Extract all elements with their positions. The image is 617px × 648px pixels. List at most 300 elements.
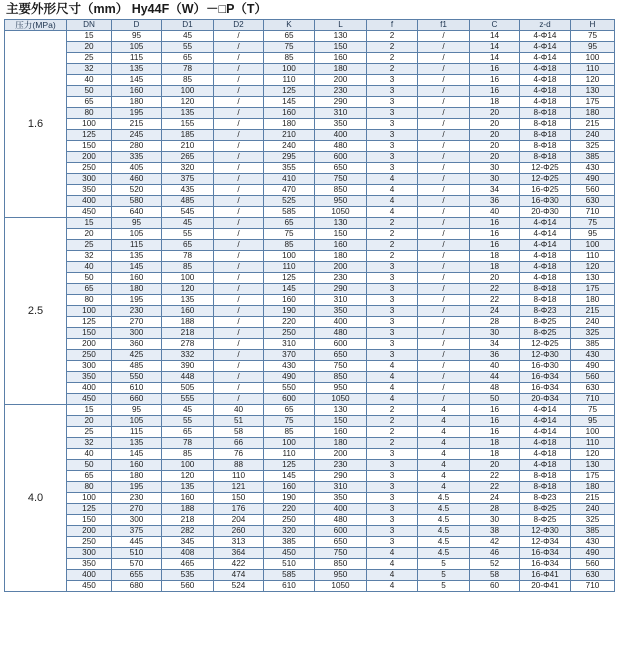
table-cell: 405 bbox=[112, 163, 162, 174]
table-cell: 710 bbox=[571, 394, 615, 405]
table-cell: 410 bbox=[264, 174, 315, 185]
table-cell: 4 bbox=[418, 471, 470, 482]
table-cell: 230 bbox=[315, 273, 367, 284]
table-cell: 400 bbox=[315, 317, 367, 328]
table-cell: 430 bbox=[571, 537, 615, 548]
table-cell: 18 bbox=[470, 251, 520, 262]
table-row bbox=[5, 537, 615, 548]
table-cell: / bbox=[214, 306, 264, 317]
table-cell: / bbox=[418, 383, 470, 394]
table-cell: / bbox=[418, 141, 470, 152]
table-cell: / bbox=[214, 240, 264, 251]
table-cell: 65 bbox=[162, 53, 214, 64]
table-cell: 100 bbox=[264, 251, 315, 262]
table-cell: 75 bbox=[264, 229, 315, 240]
table-cell: 460 bbox=[112, 174, 162, 185]
table-cell: 295 bbox=[264, 152, 315, 163]
table-cell: / bbox=[214, 295, 264, 306]
table-cell: 350 bbox=[315, 119, 367, 130]
table-cell: 3 bbox=[367, 284, 418, 295]
table-cell: 422 bbox=[214, 559, 264, 570]
table-cell: 95 bbox=[112, 31, 162, 42]
table-row bbox=[5, 229, 615, 240]
table-cell: 4 bbox=[367, 196, 418, 207]
table-cell: 490 bbox=[571, 361, 615, 372]
table-row bbox=[5, 174, 615, 185]
table-cell: 850 bbox=[315, 372, 367, 383]
table-cell: 200 bbox=[67, 152, 112, 163]
table-cell: 150 bbox=[315, 416, 367, 427]
table-cell: 260 bbox=[214, 526, 264, 537]
table-cell: 4 bbox=[367, 570, 418, 581]
table-cell: 32 bbox=[67, 251, 112, 262]
table-cell: 3 bbox=[367, 306, 418, 317]
table-cell: 180 bbox=[315, 64, 367, 75]
table-row bbox=[5, 163, 615, 174]
table-cell: 290 bbox=[315, 97, 367, 108]
table-cell: / bbox=[214, 361, 264, 372]
table-cell: 230 bbox=[112, 306, 162, 317]
table-row bbox=[5, 218, 615, 229]
table-cell: 282 bbox=[162, 526, 214, 537]
table-cell: 750 bbox=[315, 361, 367, 372]
table-cell: 505 bbox=[162, 383, 214, 394]
table-cell: 650 bbox=[315, 350, 367, 361]
column-header-zd: z-d bbox=[520, 20, 571, 31]
table-cell: 12-Φ34 bbox=[520, 537, 571, 548]
table-cell: 160 bbox=[112, 273, 162, 284]
table-row bbox=[5, 570, 615, 581]
table-cell: 3 bbox=[367, 537, 418, 548]
table-cell: 1050 bbox=[315, 394, 367, 405]
table-cell: 110 bbox=[571, 251, 615, 262]
table-cell: 630 bbox=[571, 196, 615, 207]
table-cell: 400 bbox=[67, 196, 112, 207]
table-cell: 450 bbox=[264, 548, 315, 559]
table-cell: 135 bbox=[112, 64, 162, 75]
table-cell: 65 bbox=[162, 427, 214, 438]
table-cell: 130 bbox=[571, 460, 615, 471]
table-cell: 3 bbox=[367, 152, 418, 163]
table-cell: 4-Φ14 bbox=[520, 427, 571, 438]
table-cell: / bbox=[214, 97, 264, 108]
table-cell: / bbox=[214, 262, 264, 273]
table-cell: 22 bbox=[470, 471, 520, 482]
table-cell: / bbox=[214, 108, 264, 119]
table-cell: 535 bbox=[162, 570, 214, 581]
table-cell: 18 bbox=[470, 449, 520, 460]
table-cell: 4-Φ14 bbox=[520, 405, 571, 416]
table-cell: 4-Φ18 bbox=[520, 262, 571, 273]
table-row bbox=[5, 130, 615, 141]
table-cell: 600 bbox=[315, 152, 367, 163]
table-cell: / bbox=[418, 273, 470, 284]
table-cell: 160 bbox=[112, 460, 162, 471]
table-cell: 120 bbox=[571, 262, 615, 273]
table-cell: 25 bbox=[67, 240, 112, 251]
table-cell: 4-Φ18 bbox=[520, 75, 571, 86]
table-cell: 320 bbox=[162, 163, 214, 174]
table-row bbox=[5, 460, 615, 471]
table-cell: 120 bbox=[162, 284, 214, 295]
table-cell: / bbox=[214, 64, 264, 75]
table-row bbox=[5, 295, 615, 306]
table-cell: 65 bbox=[264, 31, 315, 42]
table-cell: 3 bbox=[367, 471, 418, 482]
table-cell: 145 bbox=[264, 97, 315, 108]
table-cell: 40 bbox=[67, 75, 112, 86]
table-row bbox=[5, 405, 615, 416]
table-cell: 16 bbox=[470, 64, 520, 75]
table-cell: 125 bbox=[264, 86, 315, 97]
table-cell: 38 bbox=[470, 526, 520, 537]
table-cell: 3 bbox=[367, 141, 418, 152]
table-cell: 60 bbox=[470, 581, 520, 592]
table-cell: 2 bbox=[367, 53, 418, 64]
table-cell: 135 bbox=[162, 482, 214, 493]
table-cell: 36 bbox=[470, 350, 520, 361]
table-cell: 4-Φ18 bbox=[520, 97, 571, 108]
table-row bbox=[5, 559, 615, 570]
table-cell: 95 bbox=[571, 229, 615, 240]
table-cell: 40 bbox=[67, 262, 112, 273]
table-cell: 160 bbox=[162, 493, 214, 504]
table-cell: 130 bbox=[571, 273, 615, 284]
table-cell: 16-Φ34 bbox=[520, 372, 571, 383]
table-cell: 175 bbox=[571, 284, 615, 295]
table-cell: 48 bbox=[470, 383, 520, 394]
table-cell: / bbox=[418, 196, 470, 207]
table-cell: 220 bbox=[264, 317, 315, 328]
table-cell: 3 bbox=[367, 482, 418, 493]
table-cell: 200 bbox=[315, 75, 367, 86]
table-cell: 175 bbox=[571, 97, 615, 108]
table-cell: 640 bbox=[112, 207, 162, 218]
table-row bbox=[5, 42, 615, 53]
table-cell: 408 bbox=[162, 548, 214, 559]
table-cell: 210 bbox=[162, 141, 214, 152]
table-row bbox=[5, 31, 615, 42]
table-cell: 290 bbox=[315, 471, 367, 482]
table-cell: 4 bbox=[367, 372, 418, 383]
table-cell: 16-Φ25 bbox=[520, 185, 571, 196]
table-cell: 58 bbox=[214, 427, 264, 438]
table-cell: / bbox=[214, 75, 264, 86]
table-cell: 22 bbox=[470, 295, 520, 306]
table-row bbox=[5, 196, 615, 207]
table-cell: 680 bbox=[112, 581, 162, 592]
table-cell: 950 bbox=[315, 570, 367, 581]
table-cell: 100 bbox=[162, 86, 214, 97]
table-cell: 95 bbox=[571, 42, 615, 53]
table-cell: 44 bbox=[470, 372, 520, 383]
table-cell: 190 bbox=[264, 306, 315, 317]
table-cell: 375 bbox=[162, 174, 214, 185]
table-cell: 350 bbox=[315, 306, 367, 317]
table-cell: 300 bbox=[67, 548, 112, 559]
table-cell: / bbox=[418, 361, 470, 372]
table-cell: 160 bbox=[264, 295, 315, 306]
column-header-d1: D1 bbox=[162, 20, 214, 31]
table-cell: 2 bbox=[367, 251, 418, 262]
table-cell: 20 bbox=[470, 108, 520, 119]
table-cell: 180 bbox=[571, 482, 615, 493]
table-cell: 185 bbox=[162, 130, 214, 141]
table-cell: / bbox=[214, 86, 264, 97]
table-cell: 400 bbox=[67, 383, 112, 394]
table-cell: 1050 bbox=[315, 581, 367, 592]
table-cell: 300 bbox=[112, 515, 162, 526]
table-cell: 445 bbox=[112, 537, 162, 548]
table-cell: 40 bbox=[214, 405, 264, 416]
table-cell: 250 bbox=[67, 537, 112, 548]
table-cell: 310 bbox=[315, 482, 367, 493]
table-cell: 360 bbox=[112, 339, 162, 350]
table-cell: 474 bbox=[214, 570, 264, 581]
table-cell: 448 bbox=[162, 372, 214, 383]
table-cell: 16 bbox=[470, 416, 520, 427]
table-cell: 145 bbox=[264, 471, 315, 482]
table-cell: 4 bbox=[367, 394, 418, 405]
table-cell: 425 bbox=[112, 350, 162, 361]
table-cell: 105 bbox=[112, 229, 162, 240]
table-cell: 8-Φ25 bbox=[520, 504, 571, 515]
table-cell: 51 bbox=[214, 416, 264, 427]
table-cell: / bbox=[418, 262, 470, 273]
table-cell: 14 bbox=[470, 42, 520, 53]
table-row bbox=[5, 361, 615, 372]
table-cell: / bbox=[214, 350, 264, 361]
table-cell: 160 bbox=[112, 86, 162, 97]
table-cell: 490 bbox=[571, 548, 615, 559]
column-header-l: L bbox=[315, 20, 367, 31]
table-cell: 12-Φ25 bbox=[520, 339, 571, 350]
table-cell: 4-Φ14 bbox=[520, 42, 571, 53]
table-cell: 36 bbox=[470, 196, 520, 207]
table-cell: 16-Φ41 bbox=[520, 570, 571, 581]
table-cell: 12-Φ30 bbox=[520, 350, 571, 361]
table-cell: 4 bbox=[367, 174, 418, 185]
table-cell: 16 bbox=[470, 240, 520, 251]
table-cell: / bbox=[214, 119, 264, 130]
table-cell: 525 bbox=[264, 196, 315, 207]
table-cell: 3 bbox=[367, 328, 418, 339]
table-cell: 65 bbox=[67, 97, 112, 108]
table-cell: 78 bbox=[162, 64, 214, 75]
table-cell: 4.5 bbox=[418, 515, 470, 526]
table-cell: 180 bbox=[112, 97, 162, 108]
table-cell: 15 bbox=[67, 31, 112, 42]
table-cell: 16 bbox=[470, 405, 520, 416]
table-cell: / bbox=[214, 141, 264, 152]
table-cell: 75 bbox=[571, 218, 615, 229]
table-cell: 524 bbox=[214, 581, 264, 592]
table-cell: 345 bbox=[162, 537, 214, 548]
table-cell: 8-Φ23 bbox=[520, 493, 571, 504]
table-cell: 230 bbox=[315, 86, 367, 97]
table-cell: / bbox=[418, 207, 470, 218]
table-cell: 4 bbox=[418, 449, 470, 460]
table-cell: 4 bbox=[418, 438, 470, 449]
table-cell: 650 bbox=[315, 537, 367, 548]
table-cell: 145 bbox=[264, 284, 315, 295]
table-row bbox=[5, 97, 615, 108]
table-cell: 240 bbox=[571, 504, 615, 515]
table-cell: 3 bbox=[367, 350, 418, 361]
table-cell: 30 bbox=[470, 163, 520, 174]
table-cell: 375 bbox=[112, 526, 162, 537]
table-cell: 85 bbox=[264, 53, 315, 64]
page-title: 主要外形尺寸（mm） Hy44F（W）－□P（T） bbox=[6, 2, 268, 16]
table-cell: 585 bbox=[264, 570, 315, 581]
table-cell: 16-Φ30 bbox=[520, 361, 571, 372]
table-cell: / bbox=[418, 163, 470, 174]
table-cell: 710 bbox=[571, 581, 615, 592]
table-cell: 750 bbox=[315, 548, 367, 559]
table-cell: 265 bbox=[162, 152, 214, 163]
table-cell: 215 bbox=[571, 306, 615, 317]
table-row bbox=[5, 284, 615, 295]
table-cell: 4 bbox=[367, 361, 418, 372]
table-cell: 3 bbox=[367, 262, 418, 273]
table-cell: 200 bbox=[67, 526, 112, 537]
table-cell: 100 bbox=[264, 438, 315, 449]
table-row bbox=[5, 526, 615, 537]
table-row bbox=[5, 317, 615, 328]
table-cell: 100 bbox=[67, 493, 112, 504]
table-cell: 16 bbox=[470, 86, 520, 97]
table-cell: 150 bbox=[67, 141, 112, 152]
table-cell: 8-Φ18 bbox=[520, 108, 571, 119]
table-cell: 2 bbox=[367, 416, 418, 427]
table-cell: 430 bbox=[571, 350, 615, 361]
table-cell: 400 bbox=[315, 130, 367, 141]
table-cell: 3 bbox=[367, 130, 418, 141]
table-cell: 120 bbox=[162, 471, 214, 482]
table-row bbox=[5, 108, 615, 119]
table-cell: 290 bbox=[315, 284, 367, 295]
table-cell: 4 bbox=[367, 185, 418, 196]
table-cell: 8-Φ18 bbox=[520, 284, 571, 295]
table-cell: 3 bbox=[367, 515, 418, 526]
table-cell: 215 bbox=[112, 119, 162, 130]
table-cell: 145 bbox=[112, 449, 162, 460]
table-cell: 150 bbox=[315, 229, 367, 240]
table-row bbox=[5, 493, 615, 504]
table-cell: / bbox=[418, 108, 470, 119]
table-cell: 5 bbox=[418, 581, 470, 592]
table-cell: / bbox=[214, 185, 264, 196]
table-cell: 4 bbox=[418, 405, 470, 416]
table-cell: 85 bbox=[264, 240, 315, 251]
column-header-d2: D2 bbox=[214, 20, 264, 31]
table-cell: / bbox=[214, 284, 264, 295]
table-cell: 4.5 bbox=[418, 504, 470, 515]
table-cell: 300 bbox=[112, 328, 162, 339]
table-cell: 45 bbox=[162, 218, 214, 229]
table-cell: 4-Φ14 bbox=[520, 416, 571, 427]
column-header-f: f bbox=[367, 20, 418, 31]
table-cell: 2 bbox=[367, 218, 418, 229]
table-cell: 15 bbox=[67, 218, 112, 229]
table-cell: 385 bbox=[571, 526, 615, 537]
table-cell: / bbox=[418, 229, 470, 240]
table-cell: 480 bbox=[315, 515, 367, 526]
table-cell: 20-Φ41 bbox=[520, 581, 571, 592]
table-cell: 385 bbox=[571, 339, 615, 350]
table-cell: 52 bbox=[470, 559, 520, 570]
table-cell: 80 bbox=[67, 482, 112, 493]
table-cell: 42 bbox=[470, 537, 520, 548]
table-cell: 8-Φ18 bbox=[520, 119, 571, 130]
table-cell: 200 bbox=[315, 262, 367, 273]
table-cell: 4.5 bbox=[418, 537, 470, 548]
table-cell: / bbox=[418, 130, 470, 141]
table-row bbox=[5, 141, 615, 152]
table-cell: 650 bbox=[315, 163, 367, 174]
column-header-f1: f1 bbox=[418, 20, 470, 31]
column-header-k: K bbox=[264, 20, 315, 31]
table-cell: 610 bbox=[264, 581, 315, 592]
table-cell: 560 bbox=[571, 559, 615, 570]
table-cell: 5 bbox=[418, 570, 470, 581]
table-cell: 600 bbox=[315, 339, 367, 350]
table-cell: 570 bbox=[112, 559, 162, 570]
table-row bbox=[5, 581, 615, 592]
table-cell: 160 bbox=[264, 108, 315, 119]
pressure-cell: 4.0 bbox=[5, 405, 67, 592]
table-cell: 18 bbox=[470, 97, 520, 108]
table-cell: / bbox=[214, 229, 264, 240]
table-cell: 850 bbox=[315, 559, 367, 570]
table-row bbox=[5, 262, 615, 273]
table-cell: 50 bbox=[470, 394, 520, 405]
table-cell: 66 bbox=[214, 438, 264, 449]
table-cell: 20 bbox=[470, 152, 520, 163]
table-cell: 190 bbox=[264, 493, 315, 504]
table-cell: / bbox=[418, 42, 470, 53]
table-cell: 100 bbox=[571, 427, 615, 438]
table-cell: 15 bbox=[67, 405, 112, 416]
table-cell: 8-Φ18 bbox=[520, 482, 571, 493]
table-cell: / bbox=[214, 207, 264, 218]
table-cell: 110 bbox=[571, 438, 615, 449]
table-cell: / bbox=[418, 185, 470, 196]
table-cell: 120 bbox=[571, 449, 615, 460]
table-row bbox=[5, 339, 615, 350]
table-cell: 125 bbox=[67, 317, 112, 328]
table-cell: 4-Φ18 bbox=[520, 449, 571, 460]
table-cell: 20 bbox=[470, 460, 520, 471]
table-cell: 560 bbox=[571, 372, 615, 383]
table-cell: 180 bbox=[112, 284, 162, 295]
table-cell: 50 bbox=[67, 86, 112, 97]
table-cell: / bbox=[214, 130, 264, 141]
table-cell: 75 bbox=[571, 405, 615, 416]
table-cell: 250 bbox=[67, 350, 112, 361]
table-cell: 8-Φ18 bbox=[520, 130, 571, 141]
table-cell: 230 bbox=[315, 460, 367, 471]
table-cell: / bbox=[214, 163, 264, 174]
table-cell: 545 bbox=[162, 207, 214, 218]
table-cell: / bbox=[214, 339, 264, 350]
table-row bbox=[5, 240, 615, 251]
table-cell: / bbox=[418, 350, 470, 361]
table-cell: 430 bbox=[571, 163, 615, 174]
table-cell: 3 bbox=[367, 449, 418, 460]
table-cell: 950 bbox=[315, 383, 367, 394]
table-cell: 313 bbox=[214, 537, 264, 548]
